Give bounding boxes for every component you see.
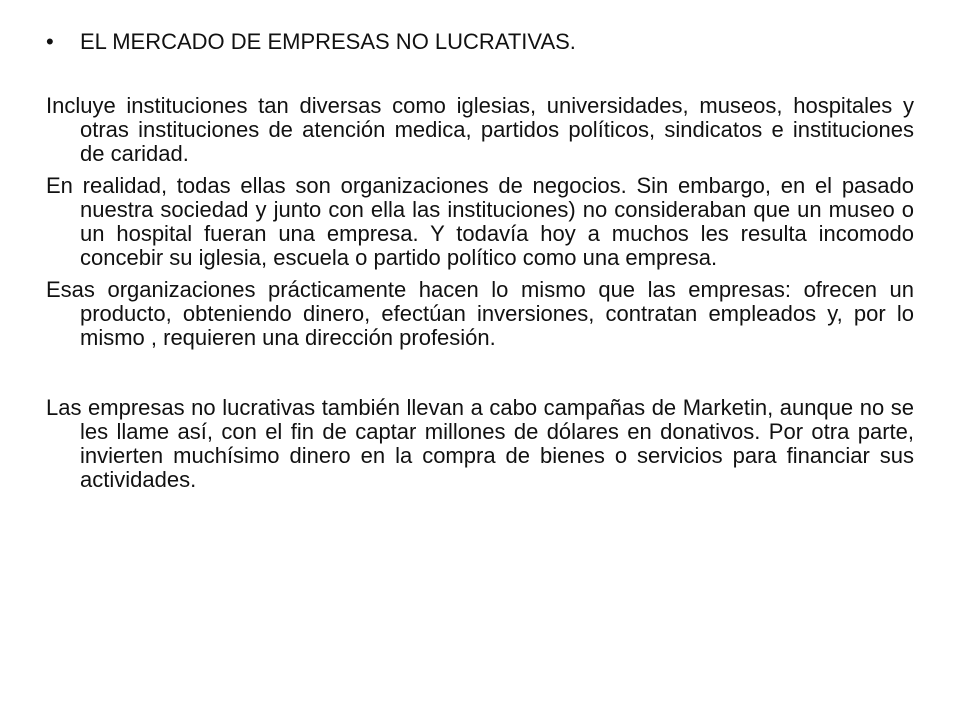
paragraph-similar-activities: Esas organizaciones prácticamente hacen lo mismo que las empresas: ofrecen un producto, obteniendo dinero, efectúan inversiones, contratan empleados y, por lo mismo , requieren una dirección profesión. [46,277,914,350]
slide-body [46,94,914,492]
slide-heading: EL MERCADO DE EMPRESAS NO LUCRATIVAS. [80,29,576,54]
paragraph-business-organizations: En realidad, todas ellas son organizaciones de negocios. Sin embargo, en el pasado nuestra sociedad y junto con ella las instituciones) no consideraban que un museo o un hospital fueran una empresa. Y todavía hoy a muchos les resulta incomodo concebir su iglesia, escuela o partido político como una empresa. [46,173,914,270]
bullet-heading [46,27,916,57]
paragraph-institutions: Incluye instituciones tan diversas como iglesias, universidades, museos, hospitales y otras instituciones de atención medica, partidos políticos, sindicatos e instituciones de caridad. [46,93,914,166]
paragraph-marketing-campaigns: Las empresas no lucrativas también llevan a cabo campañas de Marketin, aunque no se les llame así, con el fin de captar millones de dólares en donativos. Por otra parte, invierten muchísimo dinero en la compra de bienes o servicios para financiar sus actividades. [46,395,914,492]
bullet-icon: • [46,29,54,54]
